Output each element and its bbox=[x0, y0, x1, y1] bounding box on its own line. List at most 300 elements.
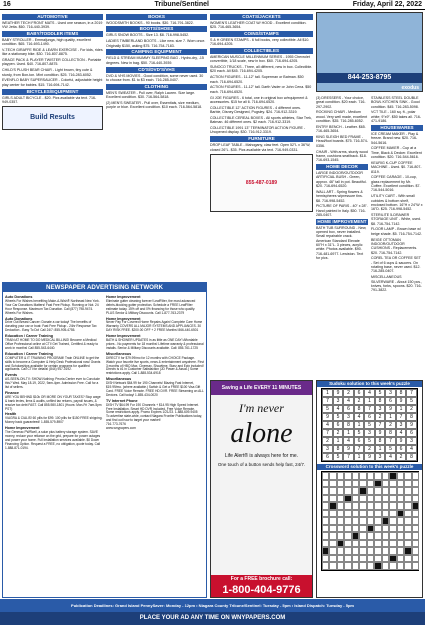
crossword-cell bbox=[382, 510, 390, 518]
crossword-cell bbox=[367, 532, 375, 540]
list-item: BEIGE OTTOMAN INDOOR/OUTDOOR CUSHIONS - Replacements. $20. 716-754-7142. bbox=[371, 237, 418, 255]
crossword-cell bbox=[382, 540, 390, 548]
crossword-cell bbox=[352, 525, 360, 533]
sudoku-cell: 6 bbox=[364, 413, 375, 421]
crossword-cell bbox=[329, 547, 337, 555]
sudoku-cell: 6 bbox=[406, 429, 417, 437]
crossword-cell bbox=[359, 517, 367, 525]
sudoku-cell: 5 bbox=[385, 445, 396, 453]
sudoku-cell: 4 bbox=[322, 421, 333, 429]
list-item: KEURIG K-CUP COFFEE MACHINE - Used. $0. 716-807-8119. bbox=[371, 160, 422, 174]
ad-sub: Life Alert® is always here for me. bbox=[224, 453, 299, 459]
crossword-cell bbox=[389, 547, 397, 555]
crossword-cell bbox=[337, 517, 345, 525]
crossword-cell bbox=[337, 510, 345, 518]
crossword-cell bbox=[329, 562, 337, 570]
list-item: LARGE INDOOR/OUTDOOR ARTIFICIAL BUSH - Green, approx. 46" tall in pot. Beautiful. $20. 716-694-6520. bbox=[316, 171, 367, 189]
list-item: S & H GREEN STAMPS - 6 full books, very collectible. All $10. 716-694-4205. bbox=[210, 37, 310, 46]
sudoku-cell: 2 bbox=[322, 437, 333, 445]
ad-banner: Saving a Life EVERY 11 MINUTES bbox=[211, 381, 312, 395]
crossword-cell bbox=[322, 532, 330, 540]
column-1 bbox=[2, 12, 103, 132]
sudoku-cell: 7 bbox=[396, 413, 407, 421]
ad-pre: I'm never bbox=[239, 401, 284, 415]
list-item: BABY STROLLER - Emmaljunga, high quality, excellent condition. $65. 716-693-1490. bbox=[2, 37, 91, 46]
sudoku-cell: 3 bbox=[333, 397, 344, 405]
network-heading: Events bbox=[5, 373, 18, 378]
crossword-cell bbox=[322, 517, 330, 525]
sudoku-cell: 2 bbox=[375, 413, 386, 421]
network-text: BATH & SHOWER UPDATES in as little as ONE DAY! Affordable prices - No payments for 18 months! Lifetime warranty & professional installs. Senior & Military Discounts available. Call: 855-761-1725 bbox=[106, 338, 204, 350]
crossword-cell bbox=[389, 532, 397, 540]
sudoku-cell: 2 bbox=[385, 421, 396, 429]
sudoku-cell: 8 bbox=[375, 437, 386, 445]
crossword-cell bbox=[389, 540, 397, 548]
column-4-left bbox=[316, 96, 368, 294]
crossword-cell bbox=[359, 495, 367, 503]
crossword-cell bbox=[352, 510, 360, 518]
column-4-split bbox=[316, 96, 423, 294]
network-heading: Finance bbox=[5, 390, 19, 395]
crossword-cell bbox=[374, 547, 382, 555]
list-item: KING SLEIGH BED FRAME - Head/foot boards. $75. 716-574-0356. bbox=[316, 135, 368, 148]
sudoku-cell: 5 bbox=[354, 429, 365, 437]
crossword-cell bbox=[344, 502, 352, 510]
crossword-cell bbox=[397, 487, 405, 495]
crossword-cell bbox=[337, 495, 345, 503]
network-heading: Education / Career Training bbox=[5, 334, 53, 339]
list-item: WOODSMITH BOOKS - 90 books. $30. 716-791-3822. bbox=[106, 20, 194, 25]
network-heading: Home Improvement bbox=[106, 295, 141, 299]
crossword-cell bbox=[404, 562, 412, 570]
crossword-cell bbox=[359, 502, 367, 510]
crossword-cell bbox=[382, 555, 390, 563]
list-item: FIELD & STREAM MUMMY SLEEPING BAG - Hydro-dry, -15 degrees. New in bag. $50. 716-440-3939. bbox=[106, 56, 204, 65]
crossword-cell bbox=[374, 510, 382, 518]
crossword-cell bbox=[344, 495, 352, 503]
sudoku-cell: 3 bbox=[385, 389, 396, 397]
network-text: DISH TV $64.99 For 190 Channels + $14.95 High Speed Internet. Free Installation, Smart HD DVR Included, Free Voice Remote. Some restrictions apply. Promo Expires 1/21/23. 1-888-609-9405 bbox=[106, 402, 199, 415]
crossword-cell bbox=[352, 502, 360, 510]
list-item: (3) DRESSERS - Your choice, great condition. $20 each. 716-297-2902. bbox=[316, 96, 366, 109]
place-ad-bar: PLACE YOUR AD ANY TIME ON WNYPAPERS.COM bbox=[0, 612, 425, 625]
crossword-grid bbox=[321, 471, 419, 571]
crossword-cell bbox=[389, 562, 397, 570]
network-text: Drive Out Breast Cancer: Donate a car today! The benefits of donating your car or boat: Fast Free Pickup - 24hr Response Tax Deduction - Easy To Do! Call 24/7: 855-905-4755. bbox=[5, 320, 97, 333]
sudoku-cell: 9 bbox=[364, 453, 375, 461]
sudoku-cell: 9 bbox=[396, 437, 407, 445]
sudoku-cell: 6 bbox=[343, 405, 354, 413]
sudoku-cell: 3 bbox=[375, 453, 386, 461]
network-text: To advertise state-wide, contact Niagara Frontier Publications today, and find out how to target your market! bbox=[106, 414, 202, 423]
newspaper-ad-network bbox=[2, 282, 207, 598]
section-home-improvement: HOME IMPROVEMENT bbox=[317, 218, 367, 224]
sudoku-cell: 4 bbox=[354, 413, 365, 421]
sudoku-cell: 9 bbox=[333, 389, 344, 397]
sudoku-cell: 7 bbox=[375, 421, 386, 429]
crossword-cell bbox=[352, 480, 360, 488]
crossword-cell bbox=[389, 487, 397, 495]
sudoku-cell: 4 bbox=[364, 389, 375, 397]
sudoku-cell: 2 bbox=[406, 405, 417, 413]
network-text: TRAIN AT HOME TO DO MEDICAL BILLING! Become a Medical Office Professional online at CTI! Get Trained, Certified & ready to work in months! Call 855-543-6440. bbox=[5, 338, 99, 350]
list-item: (2) MEN'S SWEATER - Pull over, Essentials, size medium, purple or blue. Excellent condition. $10 each. 716-564-5818. bbox=[106, 101, 203, 110]
section-home-decor: HOME DECOR bbox=[316, 164, 368, 170]
list-item: FLOOR LAMP - Brown base w/ beige shade. $5. 716-754-7142. bbox=[371, 227, 422, 236]
crossword-cell bbox=[412, 555, 420, 563]
sudoku-cell: 5 bbox=[322, 405, 333, 413]
crossword-cell bbox=[359, 547, 367, 555]
sudoku-cell: 3 bbox=[364, 429, 375, 437]
list-item: V-TECH GIRAFFE RIDE & LEARN EXERCISE - For kids, rides like a stationary bike. $30. 716-807-8875. bbox=[2, 47, 103, 57]
crossword-cell bbox=[322, 472, 330, 480]
crossword-cell bbox=[337, 555, 345, 563]
sudoku-cell: 7 bbox=[322, 429, 333, 437]
crossword-cell bbox=[389, 555, 397, 563]
list-item: COLLECTIBLE 12" ACTION FIGURES - 4 different ones. Barbie, Disney Designed, Pugsley. $24. 716-912-3319. bbox=[210, 105, 301, 115]
crossword-cell bbox=[412, 547, 420, 555]
list-item: ACTION FIGURES - 11-12" tall. Superman or Batman. $50 each. 716-694-6520. bbox=[210, 75, 304, 84]
crossword-cell bbox=[344, 547, 352, 555]
section-camping: CAMPING EQUIPMENT bbox=[106, 49, 207, 55]
network-text: AS-SEEN-ON-TV: SHOW-Nothing: Peoria Center ever to Conclude this? Wed. May 18-19, 2022, 9am-4pm. Admission Free. Call for a list of sellers. bbox=[5, 377, 100, 390]
crossword-cell bbox=[397, 540, 405, 548]
ad-cta: For a FREE brochure call: bbox=[230, 576, 293, 582]
crossword-cell bbox=[352, 495, 360, 503]
list-item: GRACE PACK & PLAYER TWISTER COLLECTION - Portable playpen. Used. $40. 716-807-8875. bbox=[2, 58, 102, 67]
crossword-cell bbox=[352, 555, 360, 563]
sudoku-cell: 9 bbox=[385, 405, 396, 413]
list-item: BATH TUB SURROUND - New, opened box, never installed. Small repairable crack. American Standard Elevate 60"H x 31"L. 3 pieces, acrylic white. Photos available. $90. 716-481-6977. Lewiston. Text for pics. bbox=[316, 225, 367, 260]
network-text: Never Pay For Covered Home Repairs Again! Complete Care Home Warranty COVERS ALL MAJOR SYSTEMS AND APPLIANCES. 30 DAY RISK FREE. $200.00 OFF + 2 FREE Months! 866-440-6501 bbox=[106, 320, 203, 333]
section-coats: COATS/JACKETS bbox=[210, 14, 313, 20]
network-text: DIRECTV for $79.99/mo for 12 months with CHOICE Package. Watch your favorite live sports, news & entertainment anywhere. First 3 months of HBO Max, Cinemax, Showtime, Starz and Epix included! Directv is #1 in Customer Satisfaction (JD Power & Assoc.) Some restrictions apply. Call 1-888-534-6918 bbox=[106, 355, 204, 376]
network-text: Eliminate gutter cleaning forever! LeafFilter, the most advanced debris-blocking gutter protection. Schedule a FREE LeafFilter estimate today. 15% off and 0% financing for those who qualify. PLUS Senior & Military Discounts. Call 1-877-763-2379 bbox=[106, 298, 196, 315]
list-item: COREL TEA OR COFFEE SET - Set of 6 cups & saucers. On rotating base, never used. $12. 716-285-0407. bbox=[371, 256, 421, 274]
paper-name: Tribune/Sentinel bbox=[154, 1, 209, 8]
crossword-cell bbox=[404, 525, 412, 533]
crossword-cell bbox=[359, 525, 367, 533]
list-item: ROCKING CHAIR - Medium wood. Very well made, excellent condition. $35. 716-285-6052. bbox=[316, 110, 368, 124]
list-item: GI JOE FIGURES - 6 total, one in original box w/equipment & accessories. $15 for all 6. 716-694-6520. bbox=[210, 95, 308, 104]
crossword-cell bbox=[382, 525, 390, 533]
sudoku-cell: 3 bbox=[396, 421, 407, 429]
sudoku-grid bbox=[321, 388, 418, 462]
sudoku-cell: 4 bbox=[396, 429, 407, 437]
deadlines-bar: Publication Deadlines: Grand Island PennySaver: Monday - 12pm • Niagara County Tribune/Sentinel: Tuesday - 5pm • Island Dispatch: Tuesday - 5pm bbox=[0, 599, 425, 612]
sudoku-cell: 8 bbox=[375, 397, 386, 405]
sudoku-cell: 1 bbox=[333, 437, 344, 445]
issue-date: Friday, April 22, 2022 bbox=[352, 1, 422, 8]
crossword-cell bbox=[404, 517, 412, 525]
list-item: COLLECTIBLE CEREAL BOXES - All sports athletes, Star Trek, Batman. 46 different ones. $2 each. 716-912-3319. bbox=[210, 116, 312, 125]
crossword-cell bbox=[412, 510, 420, 518]
sudoku-cell: 1 bbox=[354, 453, 365, 461]
list-item: DVD & VHS MOVIES - Good condition, some never used. 30 to choose from. $1 to $3 each. 716-285-0407. bbox=[106, 73, 204, 82]
list-item: EVENFLO BABY SUPERSAUCER - Colorful, adjustable height play center for babies. $15. 716-694-7142. bbox=[2, 78, 103, 87]
crossword-cell bbox=[382, 480, 390, 488]
sudoku-cell: 3 bbox=[322, 445, 333, 453]
network-heading: Home Improvement bbox=[106, 316, 141, 321]
sudoku-cell: 8 bbox=[406, 453, 417, 461]
crossword-cell bbox=[359, 487, 367, 495]
ad-phone: 855-487-0189 bbox=[245, 179, 278, 186]
crossword-cell bbox=[329, 495, 337, 503]
crossword-cell bbox=[322, 502, 330, 510]
crossword-cell bbox=[329, 525, 337, 533]
crossword-cell bbox=[397, 517, 405, 525]
list-item: COFFEE CARAGE - 10-cup, glass replacement by Mr. Coffee. Excellent condition. $7. 716-544-5016. bbox=[371, 175, 421, 193]
crossword-cell bbox=[397, 480, 405, 488]
list-item: STERILITE 5-DRAWER STORAGE UNIT - White, used. $8. 716-754-7142. bbox=[371, 212, 421, 226]
crossword-cell bbox=[352, 540, 360, 548]
crossword-cell bbox=[412, 480, 420, 488]
sudoku-cell: 8 bbox=[343, 421, 354, 429]
sudoku-cell: 5 bbox=[333, 413, 344, 421]
crossword-cell bbox=[367, 540, 375, 548]
crossword-cell bbox=[367, 547, 375, 555]
puzzle-solutions bbox=[316, 380, 423, 598]
sudoku-cell: 9 bbox=[396, 397, 407, 405]
ad-sub2: One touch of a button sends help fast, 24/7. bbox=[217, 462, 306, 467]
sudoku-cell: 6 bbox=[354, 389, 365, 397]
crossword-cell bbox=[412, 540, 420, 548]
crossword-cell bbox=[404, 487, 412, 495]
network-heading: Home Improvement bbox=[106, 334, 141, 339]
sudoku-cell: 2 bbox=[343, 389, 354, 397]
sudoku-cell: 7 bbox=[385, 437, 396, 445]
crossword-cell bbox=[389, 480, 397, 488]
crossword-cell bbox=[329, 517, 337, 525]
ad-phone: 844-253-8795 bbox=[317, 73, 422, 83]
network-text: www.wnypapers.com bbox=[106, 426, 136, 431]
sudoku-cell: 2 bbox=[354, 397, 365, 405]
crossword-cell bbox=[337, 472, 345, 480]
sudoku-cell: 7 bbox=[343, 453, 354, 461]
network-col-left bbox=[5, 294, 103, 451]
crossword-cell bbox=[382, 547, 390, 555]
crossword-cell bbox=[382, 495, 390, 503]
crossword-cell bbox=[404, 495, 412, 503]
sudoku-cell: 1 bbox=[385, 413, 396, 421]
crossword-title: Crossword solution to this week's puzzle bbox=[317, 464, 422, 470]
crossword-cell bbox=[404, 547, 412, 555]
list-item: GIRLS ADULT BICYCLE - $20. Pics available via text. 716-949-0357. bbox=[2, 95, 97, 104]
crossword-cell bbox=[382, 502, 390, 510]
crossword-cell bbox=[412, 525, 420, 533]
crossword-cell bbox=[389, 502, 397, 510]
crossword-cell bbox=[352, 532, 360, 540]
sudoku-cell: 9 bbox=[343, 445, 354, 453]
crossword-cell bbox=[397, 555, 405, 563]
crossword-cell bbox=[367, 525, 375, 533]
crossword-cell bbox=[337, 480, 345, 488]
crossword-cell bbox=[404, 555, 412, 563]
list-item: MEN'S SWEATER - Pull over, Ralph Lauren. Size large. Excellent condition. $30. 716-564-5818. bbox=[106, 90, 196, 100]
crossword-cell bbox=[397, 562, 405, 570]
crossword-cell bbox=[382, 487, 390, 495]
sudoku-cell: 5 bbox=[333, 453, 344, 461]
crossword-cell bbox=[337, 525, 345, 533]
network-heading: Auto Donations bbox=[5, 295, 33, 299]
crossword-cell bbox=[412, 472, 420, 480]
network-text: VIAGRA & CIALIS! 60 pills for $99. 100 pills for $150 FREE shipping. Money back guaranteed! 1-855-579-8907 bbox=[5, 416, 103, 425]
silverbills-ad bbox=[210, 154, 313, 212]
crossword-cell bbox=[367, 517, 375, 525]
life-alert-ad bbox=[210, 380, 313, 598]
list-item: LADIES TIMBERLAND BOOTS - Like new. size 7. Worn once. Originally $150, asking $75. 716-754-7183. bbox=[106, 39, 206, 48]
crossword-cell bbox=[367, 562, 375, 570]
sudoku-cell: 4 bbox=[343, 397, 354, 405]
list-item: CHILD'S PLUSH BEAR CHAIR - Light brown, tiny cute & sturdy, from Bon-ton. Mint condition. $25. 716-283-6052. bbox=[2, 68, 93, 77]
network-heading: Miscellaneous bbox=[106, 377, 132, 382]
section-baby-toddler: BABY/TODDLER ITEMS bbox=[2, 31, 103, 37]
section-clothing: CLOTHING bbox=[106, 84, 207, 90]
crossword-cell bbox=[374, 562, 382, 570]
sudoku-cell: 6 bbox=[322, 453, 333, 461]
sudoku-cell: 5 bbox=[364, 437, 375, 445]
section-bicycles: BICYCLES/EQUIPMENT bbox=[2, 89, 103, 95]
crossword-cell bbox=[359, 532, 367, 540]
crossword-cell bbox=[344, 532, 352, 540]
network-text: ARE YOU BEHIND $10k OR MORE ON YOUR TAXES? Stop wage & bank levies, liens & audits, unfiled tax returns, payroll issues, & resolve tax debt FAST. Call 855-980-1801 (Hours: Mon-Fri 7am-5pm PST) bbox=[5, 394, 102, 411]
crossword-cell bbox=[337, 487, 345, 495]
crossword-cell bbox=[404, 502, 412, 510]
crossword-cell bbox=[344, 525, 352, 533]
crossword-cell bbox=[412, 532, 420, 540]
crossword-cell bbox=[374, 555, 382, 563]
sudoku-cell: 8 bbox=[333, 445, 344, 453]
network-heading: TV Internet Phone bbox=[106, 398, 138, 403]
network-text: DISH Network $64.99 for 190 Channels! Blazing Fast Internet, $19.99/mo. (where available.) Switch & Get a FREE $100 Visa Gift Card. FREE Voice Remote. FREE HD DVR. FREE Streaming on ALL Devices. Call today! 1-855-434-0020 bbox=[106, 381, 204, 397]
crossword-cell bbox=[344, 510, 352, 518]
crossword-cell bbox=[329, 480, 337, 488]
crossword-cell bbox=[359, 480, 367, 488]
column-2 bbox=[106, 12, 207, 111]
crossword-cell bbox=[367, 487, 375, 495]
network-columns bbox=[3, 292, 206, 453]
crossword-cell bbox=[329, 502, 337, 510]
crossword-cell bbox=[367, 555, 375, 563]
realtor-ad: Build Results bbox=[2, 106, 103, 130]
network-title: NEWSPAPER ADVERTISING NETWORK bbox=[3, 283, 206, 292]
crossword-cell bbox=[344, 562, 352, 570]
ad-phone-box bbox=[211, 575, 312, 597]
ad-headline: alone bbox=[230, 418, 293, 449]
sudoku-cell: 8 bbox=[396, 389, 407, 397]
crossword-cell bbox=[322, 487, 330, 495]
crossword-cell bbox=[374, 517, 382, 525]
crossword-cell bbox=[359, 510, 367, 518]
crossword-cell bbox=[367, 510, 375, 518]
crossword-cell bbox=[329, 532, 337, 540]
crossword-cell bbox=[374, 532, 382, 540]
network-heading: Home Improvement bbox=[5, 426, 40, 431]
crossword-cell bbox=[344, 472, 352, 480]
crossword-cell bbox=[344, 487, 352, 495]
crossword-cell bbox=[322, 547, 330, 555]
sudoku-cell: 3 bbox=[343, 413, 354, 421]
sudoku-cell: 6 bbox=[333, 421, 344, 429]
crossword-cell bbox=[374, 495, 382, 503]
crossword-cell bbox=[337, 562, 345, 570]
crossword-cell bbox=[322, 480, 330, 488]
sudoku-cell: 1 bbox=[364, 397, 375, 405]
list-item: COLLECTIBLE 1991 13" TERMINATOR ACTION FIGURE - Unopened display. $30. 716-912-3319. bbox=[210, 126, 306, 135]
crossword-cell bbox=[329, 540, 337, 548]
sudoku-cell: 5 bbox=[375, 389, 386, 397]
crossword-cell bbox=[397, 532, 405, 540]
section-housewares: HOUSEWARES bbox=[371, 125, 423, 131]
list-item: WALL ART - Spring flowers & hemispheres w/pressure tins. $8. 716-998-5452. bbox=[316, 189, 363, 203]
list-item: ENTRY BENCH - Leather. $65. 716-465-3654. bbox=[316, 124, 366, 134]
sudoku-cell: 2 bbox=[333, 429, 344, 437]
crossword-cell bbox=[404, 540, 412, 548]
crossword-cell bbox=[389, 495, 397, 503]
crossword-cell bbox=[322, 540, 330, 548]
crossword-cell bbox=[404, 510, 412, 518]
sudoku-cell: 7 bbox=[354, 445, 365, 453]
sudoku-cell: 4 bbox=[343, 437, 354, 445]
crossword-cell bbox=[374, 472, 382, 480]
list-item: GIRLS SNOW BOOTS - Size 13. $8. 716-998-5452. bbox=[106, 33, 190, 38]
sudoku-cell: 6 bbox=[354, 437, 365, 445]
sudoku-cell: 4 bbox=[406, 445, 417, 453]
crossword-cell bbox=[412, 517, 420, 525]
sudoku-cell: 6 bbox=[396, 445, 407, 453]
crossword-cell bbox=[412, 502, 420, 510]
list-item: COFFEE MAKER - Cup at a Time, Black & Decker. Excellent condition. $20. 716-544-5616. bbox=[371, 146, 422, 160]
crossword-cell bbox=[359, 562, 367, 570]
crossword-cell bbox=[397, 495, 405, 503]
crossword-cell bbox=[412, 487, 420, 495]
list-item: WOMEN'S LEATHER COAT W/ HOOD - Excellent condition. $25. 716-465-3654. bbox=[210, 20, 307, 29]
crossword-cell bbox=[337, 540, 345, 548]
crossword-cell bbox=[337, 547, 345, 555]
crossword-cell bbox=[412, 495, 420, 503]
sudoku-cell: 8 bbox=[385, 429, 396, 437]
network-text: The Generac PWRcell, a solar plus battery storage system. SAVE money, reduce your reliance on the grid, prepare for power outages and power your home. Full installation services available. $0 Down Financing Option. Request a FREE, no obligation, quote today. Call 1-888-871-0194. bbox=[5, 430, 101, 450]
crossword-cell bbox=[397, 547, 405, 555]
sudoku-cell: 8 bbox=[354, 405, 365, 413]
list-item: ICE CREAM MAKER - Play & freeze. Brand new. $20. 716-544-5616. bbox=[371, 131, 419, 145]
network-text: COMPUTER & IT TRAINING PROGRAM! Train ONLINE to get the skills to become a Computer & Help Desk Professional now! Grants and Scholarships available for certain programs for qualified applicants. Call CTI for details! (844) 947-0192. bbox=[5, 355, 101, 372]
crossword-cell bbox=[352, 547, 360, 555]
sudoku-cell: 5 bbox=[406, 397, 417, 405]
section-collectibles: COLLECTIBLES bbox=[210, 48, 313, 54]
crossword-cell bbox=[329, 472, 337, 480]
crossword-cell bbox=[344, 555, 352, 563]
sudoku-cell: 3 bbox=[375, 405, 386, 413]
crossword-cell bbox=[404, 480, 412, 488]
crossword-cell bbox=[397, 472, 405, 480]
crossword-cell bbox=[397, 510, 405, 518]
page-number: 16 bbox=[3, 1, 11, 8]
network-heading: Miscellaneous bbox=[106, 351, 132, 356]
network-heading: Health bbox=[5, 412, 17, 417]
ad-phone: 1-800-404-9776 bbox=[222, 584, 301, 596]
crossword-cell bbox=[412, 562, 420, 570]
sudoku-cell: 9 bbox=[322, 413, 333, 421]
network-heading: Auto Donations bbox=[5, 316, 33, 321]
crossword-cell bbox=[322, 562, 330, 570]
crossword-cell bbox=[374, 540, 382, 548]
section-books: BOOKS bbox=[106, 14, 207, 20]
crossword-cell bbox=[359, 540, 367, 548]
sudoku-cell: 1 bbox=[354, 421, 365, 429]
crossword-cell bbox=[344, 480, 352, 488]
crossword-cell bbox=[397, 525, 405, 533]
